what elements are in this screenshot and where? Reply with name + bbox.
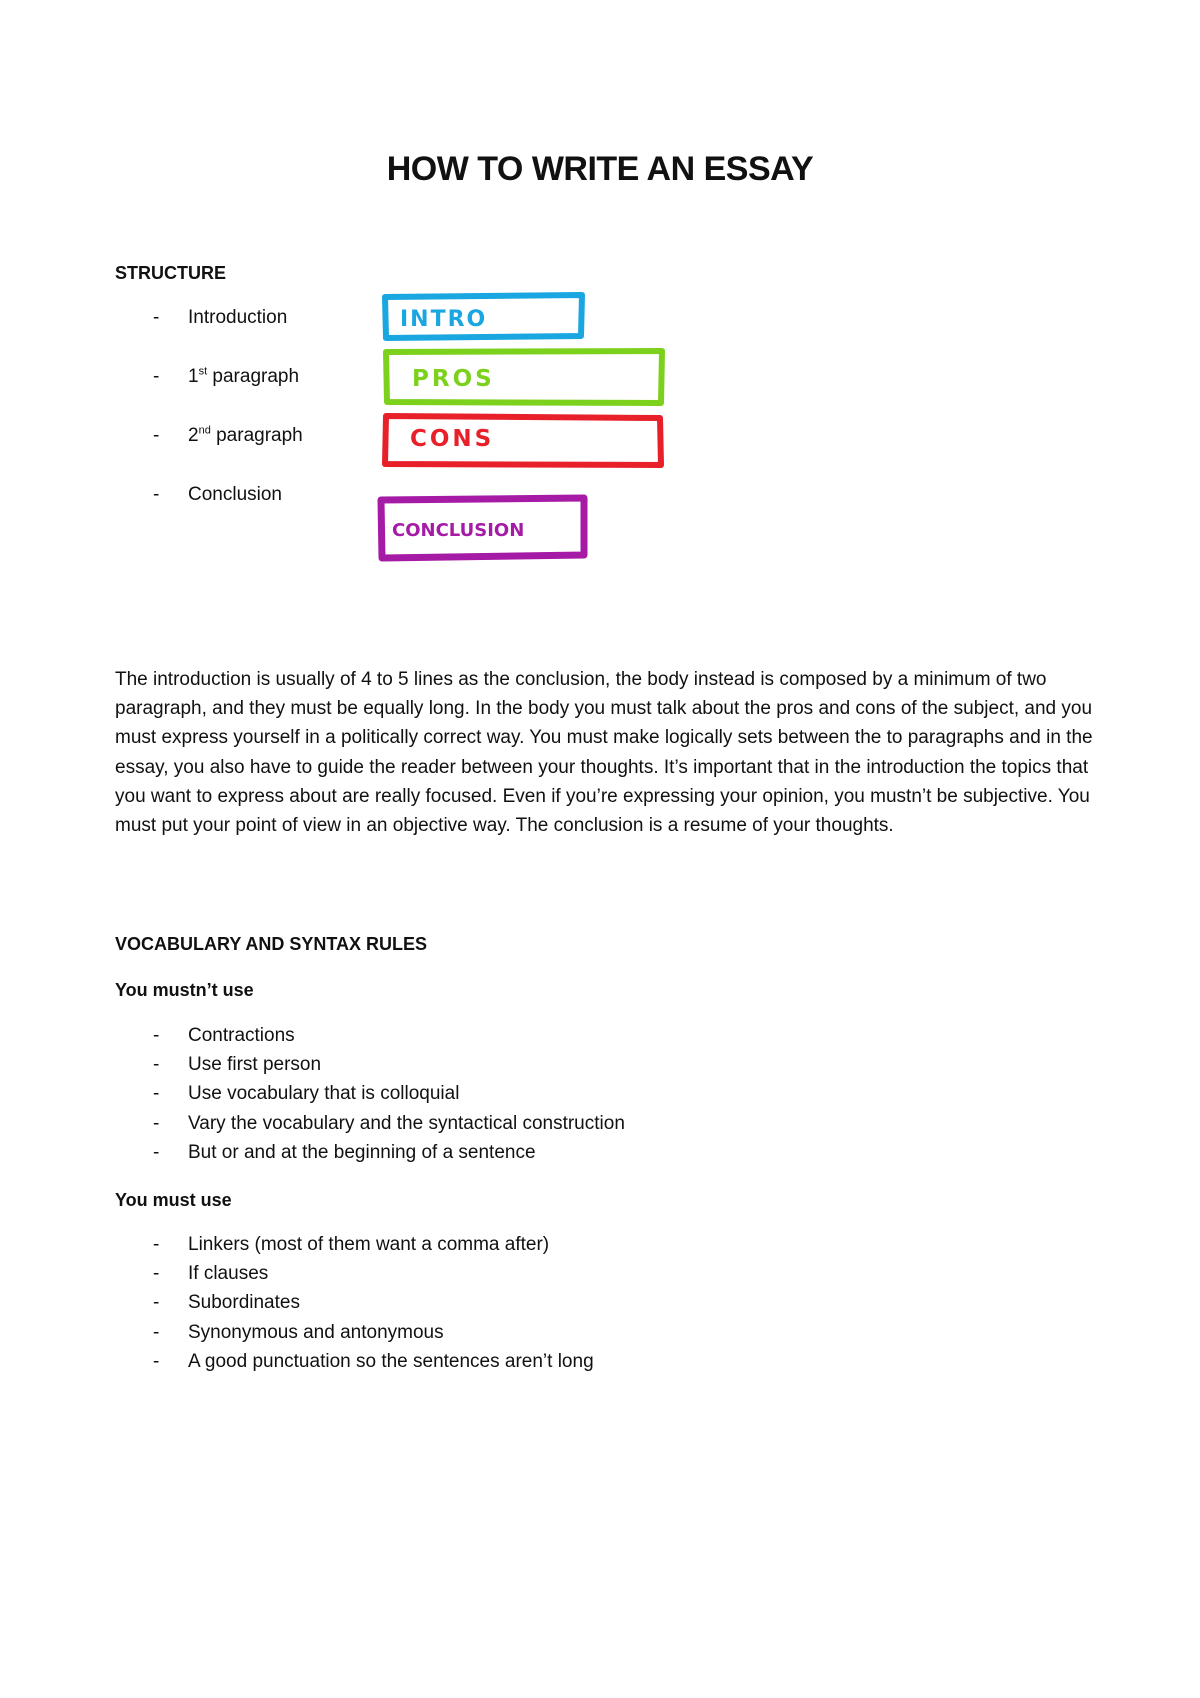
bullet-dash: -	[153, 1025, 160, 1046]
tag-cons-box	[385, 416, 661, 465]
structure-item-label: paragraph	[207, 366, 300, 387]
list-item	[150, 1083, 625, 1112]
list-item	[150, 1025, 625, 1054]
vocabulary-heading: VOCABULARY AND SYNTAX RULES	[115, 934, 428, 954]
bullet-dash: -	[153, 366, 160, 387]
mustnt-use-list	[150, 1025, 625, 1171]
structure-item-first-paragraph	[150, 366, 303, 425]
tag-cons	[385, 416, 661, 465]
structure-item-label: paragraph	[210, 425, 303, 446]
structure-item-label: Introduction	[188, 307, 288, 328]
tag-intro-label: INTRO	[400, 307, 488, 332]
list-item	[150, 1322, 594, 1351]
list-item-text: If clauses	[188, 1263, 269, 1285]
mustnt-use-heading: You mustn’t use	[115, 980, 254, 1000]
must-use-list	[150, 1234, 594, 1380]
structure-item-conclusion	[150, 484, 303, 543]
tag-pros	[386, 351, 662, 403]
list-item	[150, 1292, 594, 1321]
bullet-dash: -	[153, 1112, 160, 1134]
list-item-text: But or and at the beginning of a sentence	[188, 1141, 536, 1163]
structure-heading: STRUCTURE	[115, 263, 226, 283]
tag-conclusion	[381, 498, 584, 558]
tag-intro	[385, 295, 582, 338]
must-use-heading: You must use	[115, 1190, 232, 1210]
tag-intro-box	[385, 295, 582, 338]
bullet-dash: -	[153, 1350, 160, 1372]
list-item	[150, 1351, 594, 1380]
tag-pros-label: PROS	[412, 366, 495, 392]
bullet-dash: -	[153, 1263, 160, 1285]
structure-item-number: 1	[188, 366, 199, 387]
list-item	[150, 1263, 594, 1292]
tag-cons-label: CONS	[410, 426, 495, 452]
structure-list	[150, 307, 303, 543]
ordinal-suffix: nd	[198, 424, 211, 437]
list-item-text: Linkers (most of them want a comma after)	[188, 1234, 550, 1255]
list-item-text: A good punctuation so the sentences aren’t long	[188, 1350, 594, 1372]
structure-item-introduction	[150, 307, 303, 366]
bullet-dash: -	[153, 1083, 160, 1105]
bullet-dash: -	[153, 1292, 160, 1314]
tag-conclusion-box	[381, 498, 584, 558]
body-paragraph: The introduction is usually of 4 to 5 lines as the conclusion, the body instead is composed by a minimum of two paragraph, and they must be equally long. In the body you must talk about the pros and cons of the subject, and you must express yourself in a politically correct way. You must make logically sets between the to paragraphs and in the essay, you also have to guide the reader between your thoughts. It’s important that in the introduction the topics that you want to express about are really focused. Even if you’re expressing your opinion, you mustn’t be subjective. You must put your point of view in an objective way. The conclusion is a resume of your thoughts.	[115, 669, 1093, 837]
bullet-dash: -	[153, 484, 160, 505]
tag-pros-box	[386, 351, 662, 403]
list-item-text: Vary the vocabulary and the syntactical construction	[188, 1112, 625, 1134]
list-item-text: Contractions	[188, 1025, 295, 1046]
bullet-dash: -	[153, 1054, 160, 1076]
bullet-dash: -	[153, 1321, 160, 1343]
list-item	[150, 1054, 625, 1083]
list-item-text: Synonymous and antonymous	[188, 1321, 444, 1343]
bullet-dash: -	[153, 1234, 160, 1255]
ordinal-suffix: st	[198, 365, 208, 378]
structure-item-second-paragraph	[150, 425, 303, 484]
list-item	[150, 1234, 594, 1263]
list-item-text: Subordinates	[188, 1292, 300, 1314]
bullet-dash: -	[153, 1141, 160, 1163]
list-item	[150, 1142, 625, 1171]
list-item	[150, 1113, 625, 1142]
structure-item-label: Conclusion	[188, 484, 282, 505]
list-item-text: Use vocabulary that is colloquial	[188, 1083, 460, 1105]
page-title: HOW TO WRITE AN ESSAY	[386, 150, 814, 188]
bullet-dash: -	[153, 425, 160, 446]
bullet-dash: -	[153, 307, 160, 328]
list-item-text: Use first person	[188, 1054, 322, 1076]
tag-conclusion-label: CONCLUSION	[392, 520, 525, 541]
structure-item-number: 2	[188, 425, 199, 446]
